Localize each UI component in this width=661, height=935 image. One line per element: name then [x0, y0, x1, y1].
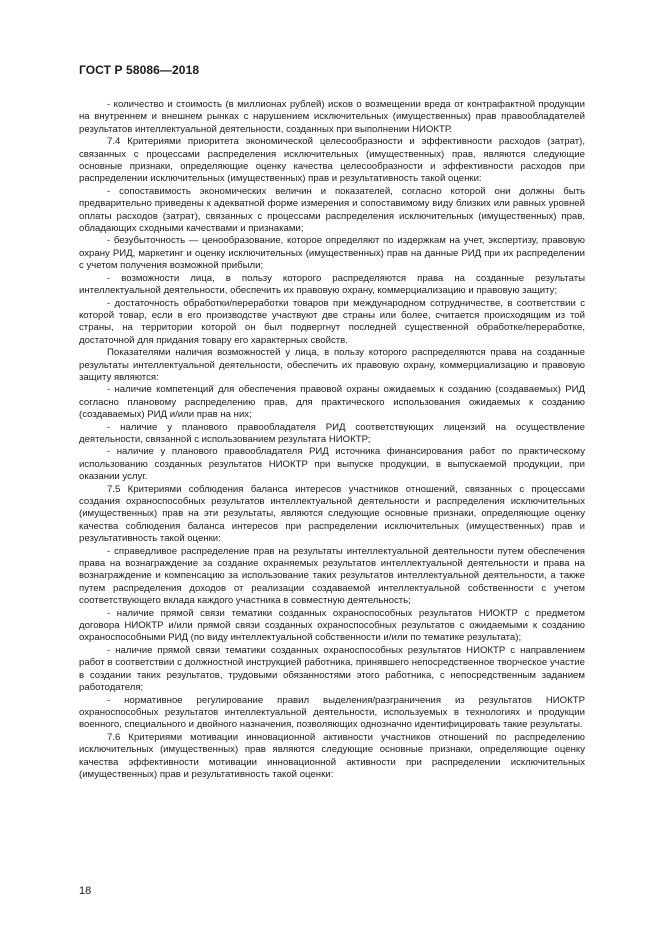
paragraph: - количество и стоимость (в миллионах рублей) исков о возмещении вреда от контрафактной продукции на внутреннем и внешнем рынках с нарушением исключительных (имущественных) прав правообладателей результатов интеллектуальной деятельности, созданных при выполнении НИОКТР.	[79, 99, 585, 135]
paragraph: - сопоставимость экономических величин и показателей, согласно которой они должны быть предварительно приведены к адекватной форме измерения и сопоставимому виду близких или равных уровней оплаты расходов (затрат), связанных с процессами распределения исключительных (имущественных) прав, обладающих сходными качествами и признаками;	[79, 185, 585, 235]
paragraph: - безубыточность — ценообразование, которое определяют по издержкам на учет, экспертизу, правовую охрану РИД, маркетинг и оценку исключительных (имущественных) прав на данные РИД при их распределении с учетом получения возможной прибыли;	[79, 235, 585, 272]
page-number: 18	[79, 885, 92, 897]
paragraph: - справедливое распределение прав на результаты интеллектуальной деятельности путем обеспечения права на вознаграждение за создание охраняемых результатов интеллектуальной деятельности и права на вознаграждение и компенсацию за использование таких результатов интеллектуальной деятельности, а также путем распределения доходов от реализации создаваемой интеллектуальной собственности с учетом соответствующего вклада каждого участника в совместную деятельность;	[79, 545, 585, 607]
document-body	[79, 99, 585, 781]
paragraph: - наличие у планового правообладателя РИД источника финансирования работ по практическому использованию созданных результатов НИОКТР при выпуске продукции, в выпускаемой продукции, при оказании услуг.	[79, 446, 585, 483]
paragraph: 7.4 Критериями приоритета экономической целесообразности и эффективности расходов (затрат), связанных с процессами распределения исключительных (имущественных) прав, являются следующие основные признаки, определяющие оценку качества целесообразности и эффективности расходов при распределении исключительных (имущественных) прав и результативность такой оценки:	[79, 136, 585, 185]
paragraph: - наличие компетенций для обеспечения правовой охраны ожидаемых к созданию (создаваемых) РИД согласно плановому распределению прав, для практического использования ожидаемых к созданию (создаваемых) РИД и/или прав на них;	[79, 384, 585, 421]
paragraph: - достаточность обработки/переработки товаров при международном сотрудничестве, в соответствии с которой товар, если в его производстве участвуют две страны или более, считается происходящим из той страны, на территории которой он был подвергнут последней существенной обработке/переработке, достаточной для придания товару его характерных свойств.	[79, 297, 585, 346]
paragraph: - возможности лица, в пользу которого распределяются права на созданные результаты интеллектуальной деятельности, обеспечить их правовую охрану, коммерциализацию и правовую защиту;	[79, 272, 585, 297]
paragraph: - наличие прямой связи тематики созданных охраноспособных результатов НИОКТР с предметом договора НИОКТР и/или прямой связи созданных охраноспособных результатов с ожидаемыми к созданию охраноспособными РИД (по виду интеллектуальной собственности и/или по тематике результата);	[79, 607, 585, 644]
paragraph: - наличие прямой связи тематики созданных охраноспособных результатов НИОКТР с направлением работ в соответствии с должностной инструкцией работника, принявшего непосредственное творческое участие в создании таких результатов, трудовыми обязанностями этого работника, с непосредственным заданием работодателя;	[79, 644, 585, 694]
paragraph: 7.6 Критериями мотивации инновационной активности участников отношений по распределению исключительных (имущественных) прав являются следующие основные признаки, определяющие оценку качества эффективности мотивации инновационной активности при распределении исключительных (имущественных) прав и результативность такой оценки:	[79, 731, 585, 780]
paragraph: Показателями наличия возможностей у лица, в пользу которого распределяются права на созданные результаты интеллектуальной деятельности, обеспечить их правовую охрану, коммерциализацию и правовую защиту являются:	[79, 347, 585, 383]
paragraph: 7.5 Критериями соблюдения баланса интересов участников отношений, связанных с процессами создания охраноспособных результатов интеллектуальной деятельности и распределения исключительных (имущественных) прав на эти результаты, являются следующие основные признаки, определяющие оценку качества соблюдения баланса интересов при распределении исключительных (имущественных) прав и результативность такой оценки:	[79, 483, 585, 545]
document-header: ГОСТ Р 58086—2018	[79, 63, 200, 77]
paragraph: - нормативное регулирование правил выделения/разграничения из результатов НИОКТР охраноспособных результатов интеллектуальной деятельности, используемых в технологиях и продукции военного, специального и двойного назначения, позволяющих однозначно идентифицировать такие результаты.	[79, 694, 585, 731]
paragraph: - наличие у планового правообладателя РИД соответствующих лицензий на осуществление деятельности, связанной с использованием результата НИОКТР;	[79, 421, 585, 445]
